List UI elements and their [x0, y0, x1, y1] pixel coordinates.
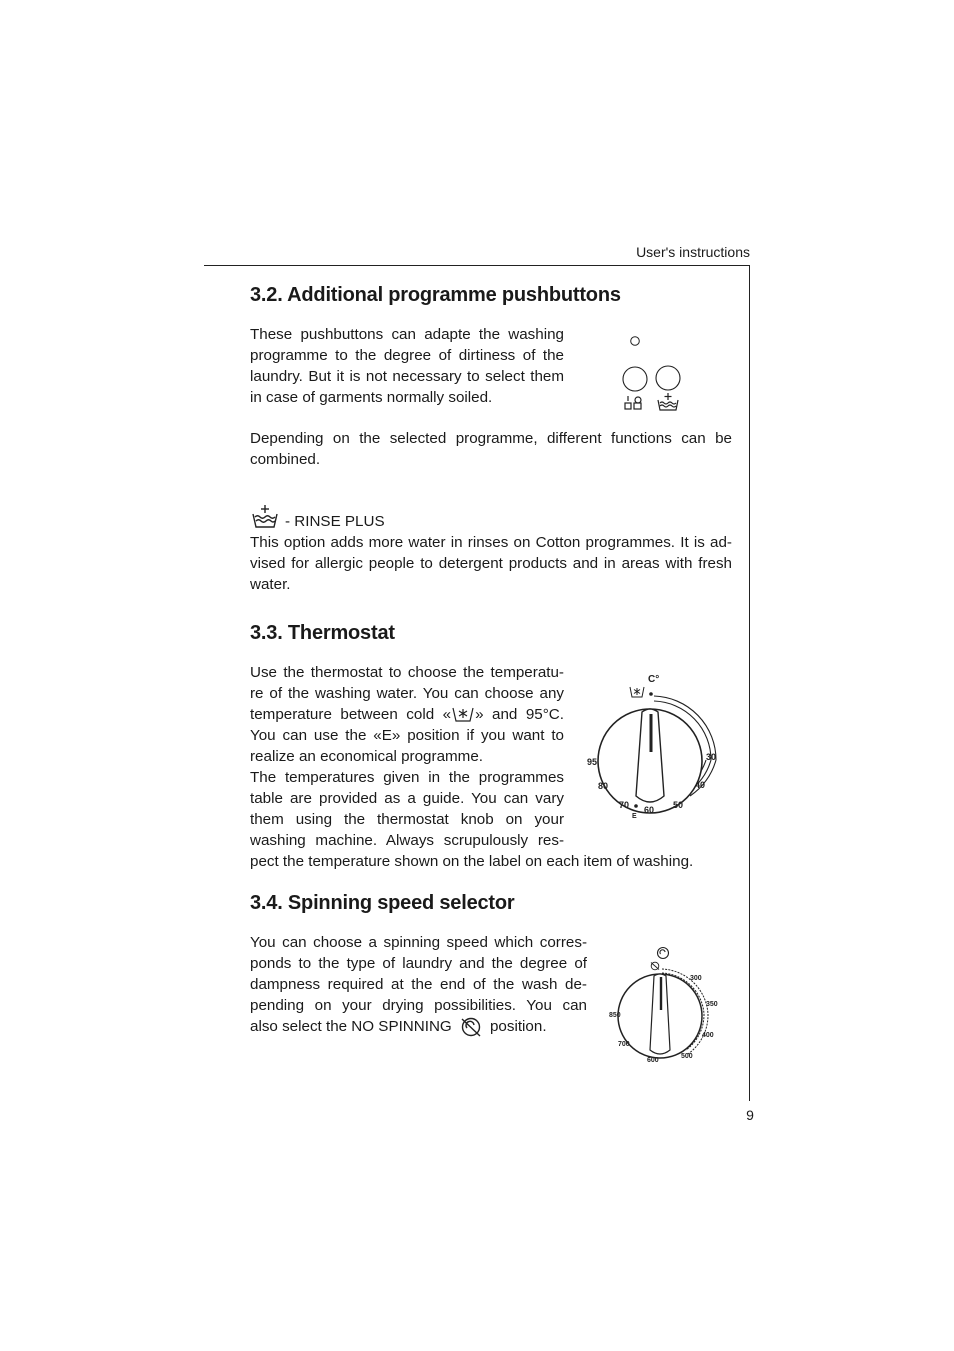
dial-label: 350 [706, 1001, 718, 1008]
rinse-plus-icon [658, 393, 678, 410]
dial-unit-label: C° [648, 674, 660, 685]
pushbuttons-intro [250, 324, 564, 408]
stain-button [623, 367, 647, 391]
dial-label: 60 [644, 805, 655, 815]
page-number: 9 [746, 1107, 754, 1123]
thermostat-dial [582, 668, 724, 824]
intro-line: These pushbuttons can adapte the washing [250, 326, 564, 343]
combined-functions-note-end: combined. [250, 451, 321, 468]
spin-selector-text: You can choose a spinning speed which corres- ponds to the type of laundry and the degree of dampness required at the end of the wash de- pending on your drying possibilities. You can also select the NO SPINNING position. [250, 932, 587, 1038]
pushbuttons-illustration [612, 330, 686, 416]
dial-label: 500 [681, 1053, 693, 1060]
cold-line: temperature between cold « » and 95°C. [250, 706, 564, 723]
rinse-plus-description: This option adds more water in rinses on Cotton programmes. It is ad- vised for allergic people to detergent products and in areas with fresh water. [250, 534, 732, 593]
dial-label: 70 [619, 800, 630, 810]
rinse-plus-button [656, 366, 680, 390]
rinse-plus-icon [251, 505, 279, 529]
stain-icon [625, 396, 641, 409]
dial-label: 95 [587, 757, 598, 767]
intro-line: programme to the degree of dirtiness of the [250, 347, 564, 364]
dial-label: E [632, 813, 637, 820]
thermostat-text: Use the thermostat to choose the temperatu- re of the washing water. You can choose any temperature between cold « » and 95°C. You can use the «E» position if you want to realize an economical programme. The temperatures given in the programmes table are provided as a guide. You can vary them using the thermostat knob on your washing machine. Always scrupulously res- pect the temperature shown on the label on each item of washing. [250, 664, 694, 870]
section-title-pushbuttons: 3.2. Additional programme pushbuttons [250, 284, 621, 306]
margin-rule [749, 265, 750, 1101]
dial-label: 400 [702, 1032, 714, 1039]
dial-label: 300 [690, 975, 702, 982]
indicator-light-icon [631, 337, 640, 346]
spin-icon [658, 948, 669, 959]
no-spin-icon [651, 962, 659, 970]
cold-dot [649, 692, 653, 696]
no-spin-icon [458, 1016, 484, 1038]
dial-label: 80 [598, 781, 609, 791]
dial-label: 700 [618, 1041, 630, 1048]
combined-functions-note: Depending on the selected programme, different functions can be [250, 430, 732, 447]
dial-label: 40 [695, 780, 706, 790]
header-rule [204, 265, 750, 266]
cold-wash-icon [451, 706, 475, 723]
intro-line: in case of garments normally soiled. [250, 389, 493, 406]
spin-dial [604, 942, 724, 1066]
dial-label: 850 [609, 1012, 621, 1019]
eco-dot [634, 804, 638, 808]
rinse-plus-label: - RINSE PLUS [285, 513, 385, 530]
dial-label: 600 [647, 1057, 659, 1064]
running-header: User's instructions [636, 244, 750, 260]
dial-label: 30 [706, 752, 717, 762]
cold-wash-icon [630, 687, 644, 697]
section-title-spin-selector: 3.4. Spinning speed selector [250, 892, 515, 914]
section-title-thermostat: 3.3. Thermostat [250, 622, 395, 644]
dial-label: 50 [673, 800, 684, 810]
intro-line: laundry. But it is not necessary to select them [250, 368, 564, 385]
no-spin-line: also select the NO SPINNING position. [250, 1016, 587, 1038]
